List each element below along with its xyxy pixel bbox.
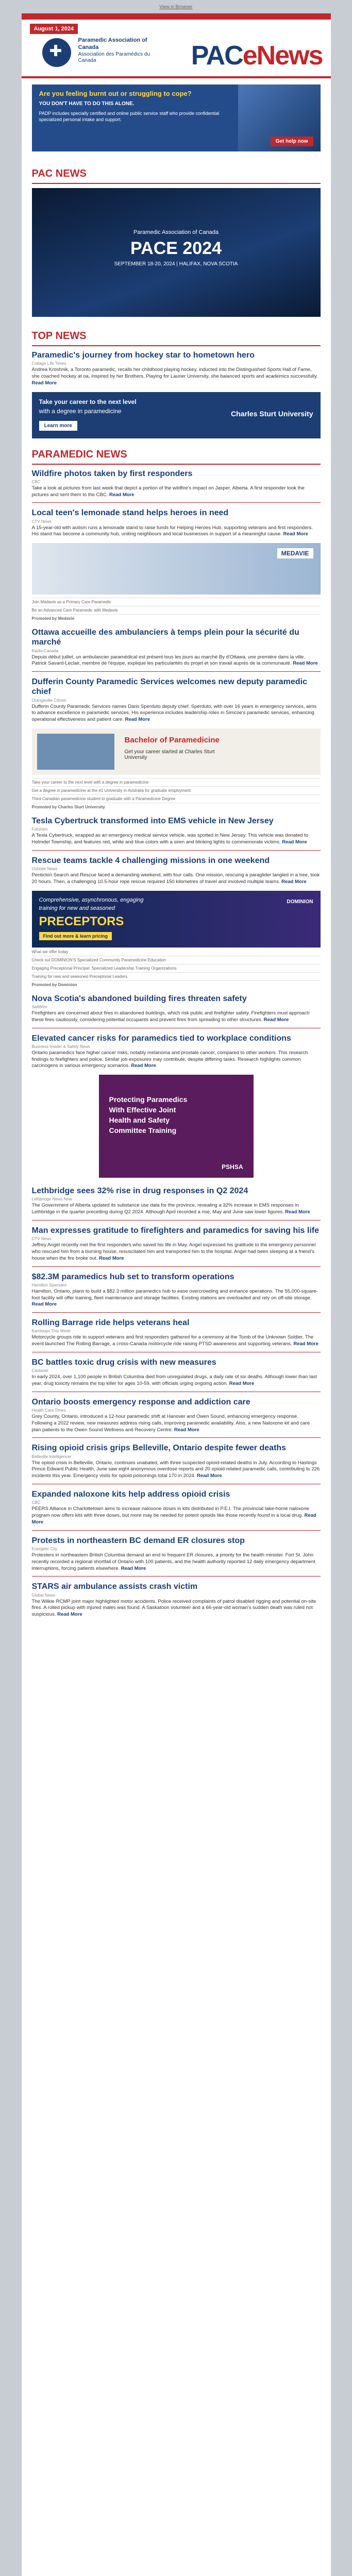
read-more-link[interactable]: Read More: [174, 1427, 199, 1433]
story-title[interactable]: Rolling Barrage ride helps veterans heal: [31, 1318, 190, 1328]
pace-2024-banner[interactable]: [32, 188, 321, 317]
story-text: Dufferin County Paramedic Services names Daris Sperduto deputy chief. Sperduto, with over 16 years in emergency services, aims to advance excellence in paramedic services. His experience includes leadership roles in Simcoe's paramedic services, enhancing operational effectiveness and patient care.: [31, 703, 317, 723]
story-text: Depuis début juillet, un ambulancier paramédical est présent tous les jours au marché By d'Ottawa, une première dans la ville. Patrick Savard-Leclair, membre de l'équipe, explique les particularités du projet et son travail auprès de la communauté.: [31, 654, 305, 667]
story: [32, 1443, 321, 1484]
story-title[interactable]: Rising opioid crisis grips Belleville, Ontario despite fewer deaths: [31, 1444, 286, 1453]
read-more-link[interactable]: Read More: [31, 1301, 57, 1308]
paramedic-news-section-5: [22, 1181, 331, 1618]
ad-title: Bachelor of Paramedicine: [124, 736, 220, 745]
story-source: Hamilton Spectator: [31, 1282, 67, 1287]
story: [32, 469, 321, 503]
story-source: Radio-Canada: [31, 648, 59, 653]
issue-date: August 1, 2024: [30, 24, 78, 34]
story-text: Jeffrey Angel recently met the first responders who saved his life in May. Angel expressed his gratitude to the emergency personnel who rescued him from a burning house, resuscitated him and transported him to the hospital. Angel had been sleeping at a friend's house when the fire broke out.: [31, 1242, 316, 1261]
read-more-link[interactable]: Read More: [125, 717, 150, 723]
story: [32, 816, 321, 851]
ad-line: training for new and seasoned: [39, 905, 115, 911]
story-text: A 15-year-old with autism runs a lemonade stand to raise funds for Helping Heroes Hub, supporting veterans and first responders. His stand has become a community hub, uniting neighbours and local businesses in support of a meaningful cause.: [31, 524, 313, 537]
ad-caption[interactable]: Get a degree in paramedicine at the #1 University in Australia for graduate employment: [32, 786, 321, 794]
story-source: CTV News: [31, 519, 52, 524]
story-title[interactable]: Wildfire photos taken by first responders: [31, 469, 193, 478]
read-more-link[interactable]: Read More: [282, 839, 307, 845]
story-title[interactable]: Rescue teams tackle 4 challenging missions in one weekend: [31, 856, 270, 865]
story-body: [32, 654, 321, 668]
header: [22, 20, 331, 78]
ad-line: Health and Safety: [109, 1116, 170, 1125]
story: [32, 350, 321, 387]
story-text: The Wilkie RCMP joint major highlighted motor accidents. Police received complaints of patrol disabled rigging and potential on-site fires. A rolled pickup with injured males was found. A Saskatoon volunteer and a 66-year-old woman's sudden death was ruled not suspicious.: [31, 1598, 316, 1618]
story: [32, 1318, 321, 1352]
section-title: PAC NEWS: [31, 168, 87, 179]
story: [32, 856, 321, 886]
story-source: Belleville Intelligencer: [31, 1454, 72, 1459]
story-title[interactable]: Man expresses gratitude to firefighters and paramedics for saving his life: [31, 1226, 319, 1235]
top-news-section: [22, 320, 331, 438]
newsletter: [22, 13, 331, 2576]
story-title[interactable]: Nova Scotia's abandoned building fires threaten safety: [31, 994, 247, 1003]
story-divider: [32, 1530, 321, 1531]
story: [32, 1489, 321, 1531]
ad-line: with a degree in paramedicine: [39, 407, 122, 415]
story-body: [32, 525, 321, 538]
story-text: Ontario paramedics face higher cancer risks, notably melanoma and prostate cancer, compared to other workers. This research findings to firefighters and police. Similar job exposures may contribute, despite differing tasks. Research highlights common carcinogens in various emergency scenarios.: [31, 1049, 308, 1069]
banner-title: PACE 2024: [130, 239, 222, 258]
read-more-link[interactable]: Read More: [109, 492, 135, 498]
story: [32, 508, 321, 538]
ad-caption[interactable]: What we offer today: [32, 947, 321, 956]
pshsa-ad[interactable]: [99, 1075, 254, 1178]
story-title[interactable]: Elevated cancer risks for paramedics tied to workplace conditions: [31, 1033, 291, 1043]
view-in-browser-link[interactable]: View in Browser: [159, 4, 193, 9]
story-source: Futurism: [31, 827, 48, 832]
section-rule: [32, 183, 321, 184]
story-body: [32, 704, 321, 723]
story-text: Grey County, Ontario, introduced a 12-hour paramedic shift at Hanover and Owen Sound, enhancing emergency response. Following a 2022 review, new measures address rising calls, improving paramedic availability. Also, a new Naloxone kit and care plan patients to the Owen Sound Wellness and Recovery Centre.: [31, 1414, 310, 1433]
story-source: Kamloops This Week: [31, 1329, 71, 1334]
story-title[interactable]: Protests in northeastern BC demand ER closures stop: [31, 1536, 245, 1545]
story-title[interactable]: STARS air ambulance assists crash victim: [31, 1582, 198, 1591]
csu-banner-ad[interactable]: [32, 392, 321, 438]
ad-sub: Get your career started at Charles Sturt University: [124, 749, 215, 761]
ad-headline: Are you feeling burnt out or struggling to cope?: [39, 90, 192, 97]
story: [32, 1226, 321, 1267]
top-banner-ad[interactable]: [32, 84, 321, 151]
csu-logo: Charles Sturt University: [231, 409, 313, 418]
story-body: [32, 1242, 321, 1262]
story-divider: [32, 850, 321, 851]
story-title[interactable]: Paramedic's journey from hockey star to hometown hero: [31, 351, 255, 360]
top-red-bar: [22, 13, 331, 20]
story-body: [32, 872, 321, 886]
story-source: Energetic City: [31, 1546, 58, 1551]
story-source: CTV News: [31, 1236, 52, 1242]
banner-dates: SEPTEMBER 18-20, 2024 | HALIFAX, NOVA SCOTIA: [114, 261, 238, 267]
story-text: Protesters in northeastern British Columbia demand an end to frequent ER closures, a priority for the health minister. Fort St. John recently recorded a regional shortfall of Ontario with 100 patients, and the health authority reported 12 daily emergency department interruptions, forcing patients elsewhere.: [31, 1552, 315, 1571]
story-body: [32, 1289, 321, 1308]
story-body: [32, 1010, 321, 1024]
ad-line: Protecting Paramedics: [109, 1095, 188, 1104]
pac-news-section: [22, 158, 331, 317]
story-text: Motorcycle groups ride to support veterans and first responders gathered for a ceremony at the Tomb of the Unknown Soldier. The event launched The Rolling Barrage, a cross-Canada motorcycle ride raising PTSD awareness and supporting veterans.: [31, 1334, 314, 1347]
story-source: Castanet: [31, 1368, 48, 1374]
story-body: [32, 1334, 321, 1348]
story-text: Take a look at pictures from last week that depict a portion of the wildfire's impact on Jasper, Alberta. A first responder took the pictures and sent them to the CBC.: [31, 485, 305, 498]
ad-caption[interactable]: Take your career to the next level with a degree in paramedicine: [32, 778, 321, 786]
ad-promoted-by: Promoted by Charles Sturt University: [32, 803, 321, 811]
enews-logo[interactable]: [191, 40, 323, 71]
story-body: [32, 1552, 321, 1572]
story-title[interactable]: Tesla Cybertruck transformed into EMS vehicle in New Jersey: [31, 817, 274, 826]
read-more-link[interactable]: Read More: [283, 531, 309, 537]
story-source: Global News: [31, 1592, 55, 1598]
paramedic-news-section-3: [22, 811, 331, 989]
read-more-link[interactable]: Read More: [263, 1016, 289, 1023]
story-title[interactable]: Lethbridge sees 32% rise in drug responses in Q2 2024: [31, 1187, 248, 1196]
ad-caption[interactable]: Third Canadian paramedicine student to graduate with a Paramedicine Degree: [32, 794, 321, 803]
section-rule: [32, 345, 321, 346]
ad-body: PADP includes specially certified and online public service staff who provide confidential specialized personal intake and support.: [39, 111, 220, 123]
csu-bachelor-ad[interactable]: [32, 728, 321, 775]
story-text: Firefighters are concerned about fires in abandoned buildings, which risk public and firefighter safety. Firefighters must approach these fires cautiously, considering potential occupants and prevent fires from spreading to other structures.: [31, 1010, 310, 1023]
story: [32, 1033, 321, 1070]
story-body: [32, 1460, 321, 1480]
story-source: Health Care Times: [31, 1408, 66, 1413]
story-body: [32, 1050, 321, 1070]
story: [32, 1272, 321, 1313]
brand-pac: PAC: [191, 41, 243, 71]
story: [32, 1582, 321, 1618]
banner-org: Paramedic Association of Canada: [133, 229, 219, 235]
ad-cta-button[interactable]: Find out more & learn pricing: [39, 932, 112, 940]
read-more-link[interactable]: Read More: [131, 1063, 156, 1069]
org-name: [78, 37, 166, 64]
story-divider: [32, 1266, 321, 1267]
story: [32, 1536, 321, 1577]
story-divider: [32, 502, 321, 503]
story-source: CBC: [31, 479, 41, 484]
story-body: [32, 485, 321, 499]
ad-promoted-by: Promoted by Dominion: [32, 980, 321, 989]
ad-headline: PRECEPTORS: [39, 914, 124, 928]
story-divider: [32, 1437, 321, 1438]
ad-line: Comprehensive, asynchronous, engaging: [39, 896, 144, 903]
story-text: In early 2024, over 1,100 people in British Columbia died from unregulated drugs, a daily rate of six deaths. Although lower than last year, drug toxicity remains the top killer for ages 10-59, with officials urging ongoing action.: [31, 1374, 317, 1386]
org-name-fr: Association des Paramédics du Canada: [78, 51, 150, 63]
story-title[interactable]: Expanded naloxone kits help address opioid crisis: [31, 1490, 230, 1499]
story-title[interactable]: Dufferin County Paramedic Services welcomes new deputy paramedic chief: [31, 677, 307, 697]
read-more-link[interactable]: Read More: [285, 1209, 310, 1215]
story-body: [32, 833, 321, 846]
medavie-logo: MEDAVIE: [277, 548, 313, 558]
story-title[interactable]: Ottawa accueille des ambulanciers à temps plein pour la sécurité du marché: [31, 628, 299, 647]
story-body: [32, 1599, 321, 1618]
story: [32, 1397, 321, 1438]
medavie-ad[interactable]: [32, 543, 321, 595]
story-source: Business Insider & Safety News: [31, 1044, 90, 1049]
story-source: CBC: [31, 1500, 41, 1505]
story-title[interactable]: BC battles toxic drug crisis with new measures: [31, 1358, 216, 1367]
story-source: Cottage Life Times: [31, 361, 66, 366]
paramedic-news-section: [22, 438, 331, 623]
story-source: Lethbridge News Now: [31, 1197, 72, 1202]
story-divider: [32, 1576, 321, 1577]
read-more-link[interactable]: Read More: [98, 1255, 124, 1261]
ad-caption[interactable]: Training for new and seasoned Preceptorial Leaders: [32, 972, 321, 980]
dominion-logo: DOMINION: [287, 899, 313, 905]
ad-caption[interactable]: Engaging Preceptorial Principal: Specialized Leadership Training Organizations: [32, 964, 321, 972]
read-more-link[interactable]: Read More: [57, 1612, 82, 1618]
read-more-link[interactable]: Read More: [121, 1565, 146, 1571]
story-text: PEERS Alliance in Charlottetown aims to increase naloxone doses in kits distributed in P.E.I. The provincial take-home naloxone program now offers kits with three doses, but more may be needed for potent opioids like those recently found in a local drug.: [31, 1506, 309, 1519]
story-source: SaltWire: [31, 1004, 47, 1009]
read-more-link[interactable]: Read More: [197, 1473, 222, 1479]
story: [32, 1358, 321, 1392]
story-source: Orangeville Citizen: [31, 698, 66, 703]
read-more-link[interactable]: Read More: [31, 1513, 316, 1525]
brand-enews: eNews: [242, 41, 323, 71]
story-title[interactable]: $82.3M paramedics hub set to transform operations: [31, 1272, 234, 1281]
read-more-link[interactable]: Read More: [293, 660, 318, 667]
section-rule: [32, 464, 321, 465]
read-more-link[interactable]: Read More: [281, 878, 307, 885]
story-title[interactable]: Local teen's lemonade stand helps heroes in need: [31, 509, 229, 518]
story-divider: [32, 1312, 321, 1313]
story-body: [32, 1374, 321, 1387]
read-more-link[interactable]: Read More: [31, 380, 57, 386]
story-text: Andrea Kroshnik, a Toronto paramedic, recalls her childhood playing hockey, inducted into the Distinguished Sports Hall of Fame, she coached hockey at oa, inspired by her Brothers, Playing for Laurier University, she balanced sports and academics successfully.: [31, 367, 318, 379]
story-text: The Government of Alberta updated its substance use data for the province, revealing a 32% increase in EMS responses in Lethbridge in the quarter preceding during Q2 2024. Although April recorded a rise, May and June saw lower figures.: [31, 1202, 299, 1215]
pshsa-logo: PSHSA: [222, 1163, 243, 1171]
ad-line: Committee Training: [109, 1126, 177, 1135]
ad-cta-button[interactable]: Learn more: [39, 421, 77, 431]
paramedic-news-section-4: [22, 989, 331, 1178]
pac-logo-icon: [42, 38, 71, 67]
story-text: A Tesla Cybertruck, wrapped as an emergency medical service vehicle, was spotted in New Jersey. This vehicle was donated to Holmdel Township, and features red, white and blue colors with a siren and blinking lights to commemorate victims.: [31, 833, 308, 845]
ad-cta-button[interactable]: Get help now: [271, 137, 313, 146]
story-text: Penticton Search and Rescue faced a demanding weekend, with four calls. One mission, rescuing a paraglider tangled in a tree, took 20 hours. Then, a challenging 10.5-hour rope rescue required 150 kilometres of travel and involved multiple teams.: [31, 872, 320, 885]
view-in-browser-bar: [0, 0, 352, 13]
story: [32, 628, 321, 672]
section-title: TOP NEWS: [31, 330, 87, 342]
ad-line: Take your career to the next level: [39, 398, 137, 405]
story-text: The opioid crisis in Belleville, Ontario, continues unabated, with three suspected opioid-related deaths in July. According to Hastings Prince Edward Public Health, June saw eight anonymous overdose reports and 20 opioid-related paramedic calls, contributing to 226 incidents this year. Emergency visits for opioid poisonings total 170 in 2024.: [31, 1460, 320, 1479]
story-text: Hamilton, Ontario, plans to build a $82.3 million paramedics hub to ease overcrowding and enhance operations. The 55,000-square-foot facility will offer training, fleet maintenance and storage facilities. Existing stations are overloaded and rely on off-site storage.: [31, 1288, 318, 1301]
read-more-link[interactable]: Read More: [229, 1381, 255, 1386]
story-title[interactable]: Ontario boosts emergency response and addiction care: [31, 1397, 250, 1406]
story: [32, 1186, 321, 1221]
story-source: Outside News: [31, 867, 58, 872]
ad-caption[interactable]: Be an Advanced Care Paramedic with Medavie: [32, 606, 321, 614]
paramedic-news-section-2: [22, 622, 331, 811]
ad-photo: [37, 734, 114, 770]
story: [32, 994, 321, 1028]
story-divider: [32, 1220, 321, 1221]
read-more-link[interactable]: Read More: [293, 1341, 319, 1347]
preceptors-ad[interactable]: [32, 891, 321, 947]
story: [32, 677, 321, 723]
ad-caption[interactable]: Join Medavie as a Primary Care Paramedic: [32, 598, 321, 606]
ad-line: With Effective Joint: [109, 1106, 176, 1114]
story-body: [32, 1506, 321, 1526]
ad-promoted-by: Promoted by Medavie: [32, 614, 321, 622]
story-divider: [32, 671, 321, 672]
story-body: [32, 367, 321, 386]
story-body: [32, 1202, 321, 1216]
section-title: PARAMEDIC NEWS: [31, 448, 127, 460]
org-name-en: Paramedic Association of Canada: [78, 37, 147, 50]
ad-caption[interactable]: Check out DOMINION'S Specialized Community Paramedicine Education: [32, 956, 321, 964]
story-body: [32, 1414, 321, 1433]
ad-subhead: YOU DON'T HAVE TO DO THIS ALONE.: [39, 101, 135, 107]
